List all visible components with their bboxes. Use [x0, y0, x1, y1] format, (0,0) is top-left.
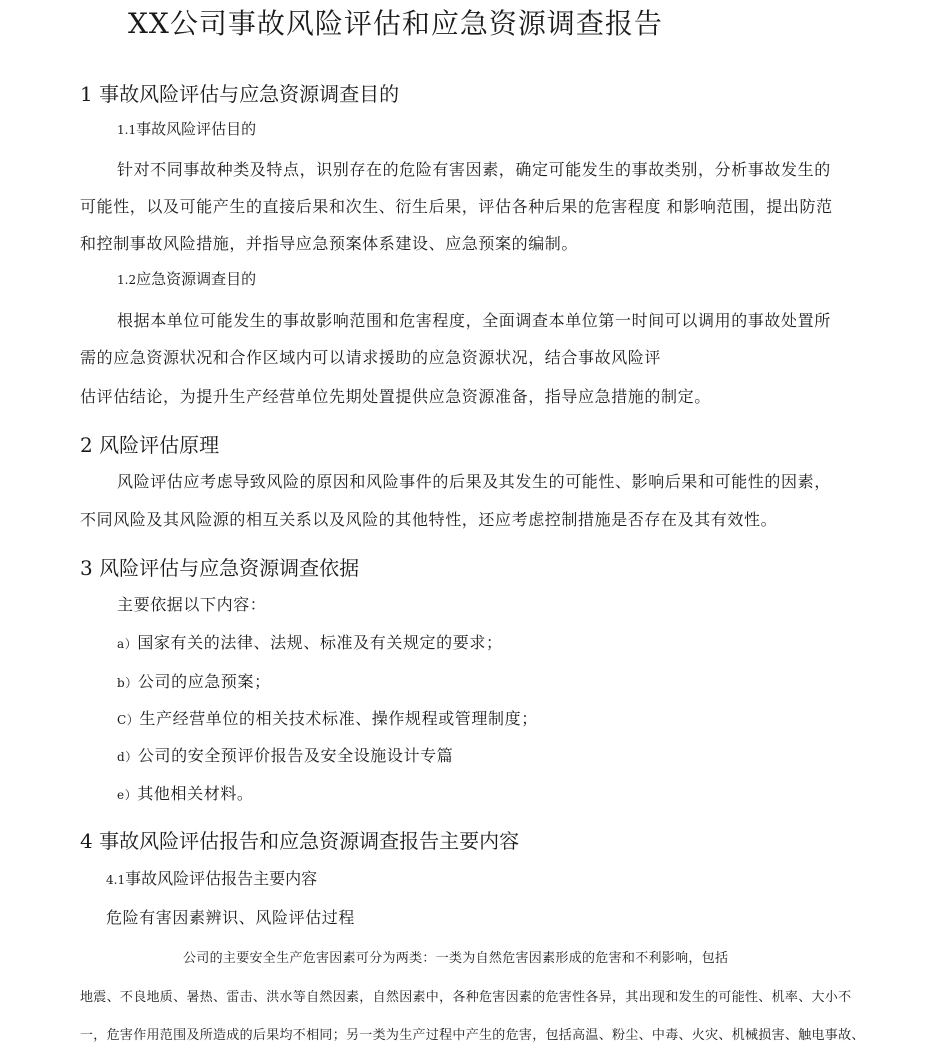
list-marker: d） — [117, 750, 138, 764]
subsection-1-2-heading — [117, 268, 256, 289]
list-item-text: 其他相关材料。 — [137, 784, 254, 803]
section-1-heading: 1 事故风险评估与应急资源调查目的 — [80, 82, 400, 106]
paragraph-line: 一，危害作用范围及所造成的后果均不相同；另一类为生产过程中产生的危害，包括高温、粉尘、中毒、火灾、机械损害、触电事故、 — [80, 1028, 865, 1043]
list-marker: C） — [117, 713, 140, 727]
list-item-text: 公司的应急预案； — [137, 672, 271, 691]
paragraph-line: 可能性，以及可能产生的直接后果和次生、衍生后果，评估各种后果的危害程度 和影响范围，提出防范 — [80, 197, 833, 216]
paragraph-line: 和控制事故风险措施，并指导应急预案体系建设、应急预案的编制。 — [80, 234, 579, 253]
paragraph-line: 针对不同事故种类及特点，识别存在的危险有害因素，确定可能发生的事故类别，分析事故发生的 — [117, 160, 831, 179]
subsection-number: 1.1 — [117, 123, 137, 137]
list-item-text: 国家有关的法律、法规、标准及有关规定的要求； — [137, 633, 503, 652]
section-3-heading: 3 风险评估与应急资源调查依据 — [80, 556, 360, 580]
paragraph-line: 需的应急资源状况和合作区域内可以请求援助的应急资源状况，结合事故风险评 — [80, 348, 662, 367]
sub-heading: 危险有害因素辨识、风险评估过程 — [106, 908, 356, 927]
list-item — [117, 669, 271, 692]
subsection-title: 应急资源调查目的 — [136, 270, 257, 288]
subsection-number: 4.1 — [106, 873, 126, 887]
paragraph-line: 根据本单位可能发生的事故影响范围和危害程度，全面调查本单位第一时间可以调用的事故处置所 — [117, 311, 831, 330]
list-marker: b） — [117, 676, 138, 690]
paragraph-line: 地震、不良地质、暑热、雷击、洪水等自然因素，自然因素中，各种危害因素的危害性各异，其出现和发生的可能性、机率、大小不 — [80, 990, 852, 1005]
list-item — [117, 706, 538, 729]
paragraph-line: 不同风险及其风险源的相互关系以及风险的其他特性，还应考虑控制措施是否存在及其有效性。 — [80, 510, 778, 529]
section-2-heading: 2 风险评估原理 — [80, 433, 220, 457]
list-intro: 主要依据以下内容： — [117, 595, 267, 614]
list-marker: e） — [117, 788, 138, 802]
paragraph-line: 风险评估应考虑导致风险的原因和风险事件的后果及其发生的可能性、影响后果和可能性的因素， — [117, 472, 831, 491]
paragraph-line: 估评估结论，为提升生产经营单位先期处置提供应急资源准备，指导应急措施的制定。 — [80, 387, 711, 406]
paragraph-line: 公司的主要安全生产危害因素可分为两类：一类为自然危害因素形成的危害和不利影响，包括 — [183, 951, 729, 966]
subsection-title: 事故风险评估目的 — [136, 120, 257, 138]
subsection-4-1-heading — [106, 866, 317, 889]
list-item-text: 公司的安全预评价报告及安全设施设计专篇 — [137, 746, 454, 765]
list-item — [117, 743, 453, 766]
list-item-text: 生产经营单位的相关技术标准、操作规程或管理制度； — [139, 709, 538, 728]
subsection-number: 1.2 — [117, 273, 137, 287]
section-4-heading: 4 事故风险评估报告和应急资源调查报告主要内容 — [80, 829, 520, 853]
subsection-1-1-heading — [117, 118, 256, 139]
list-item — [117, 630, 503, 653]
document-title: XX公司事故风险评估和应急资源调查报告 — [128, 7, 663, 40]
subsection-title: 事故风险评估报告主要内容 — [125, 869, 318, 888]
list-marker: a） — [117, 637, 138, 651]
list-item — [117, 781, 254, 804]
